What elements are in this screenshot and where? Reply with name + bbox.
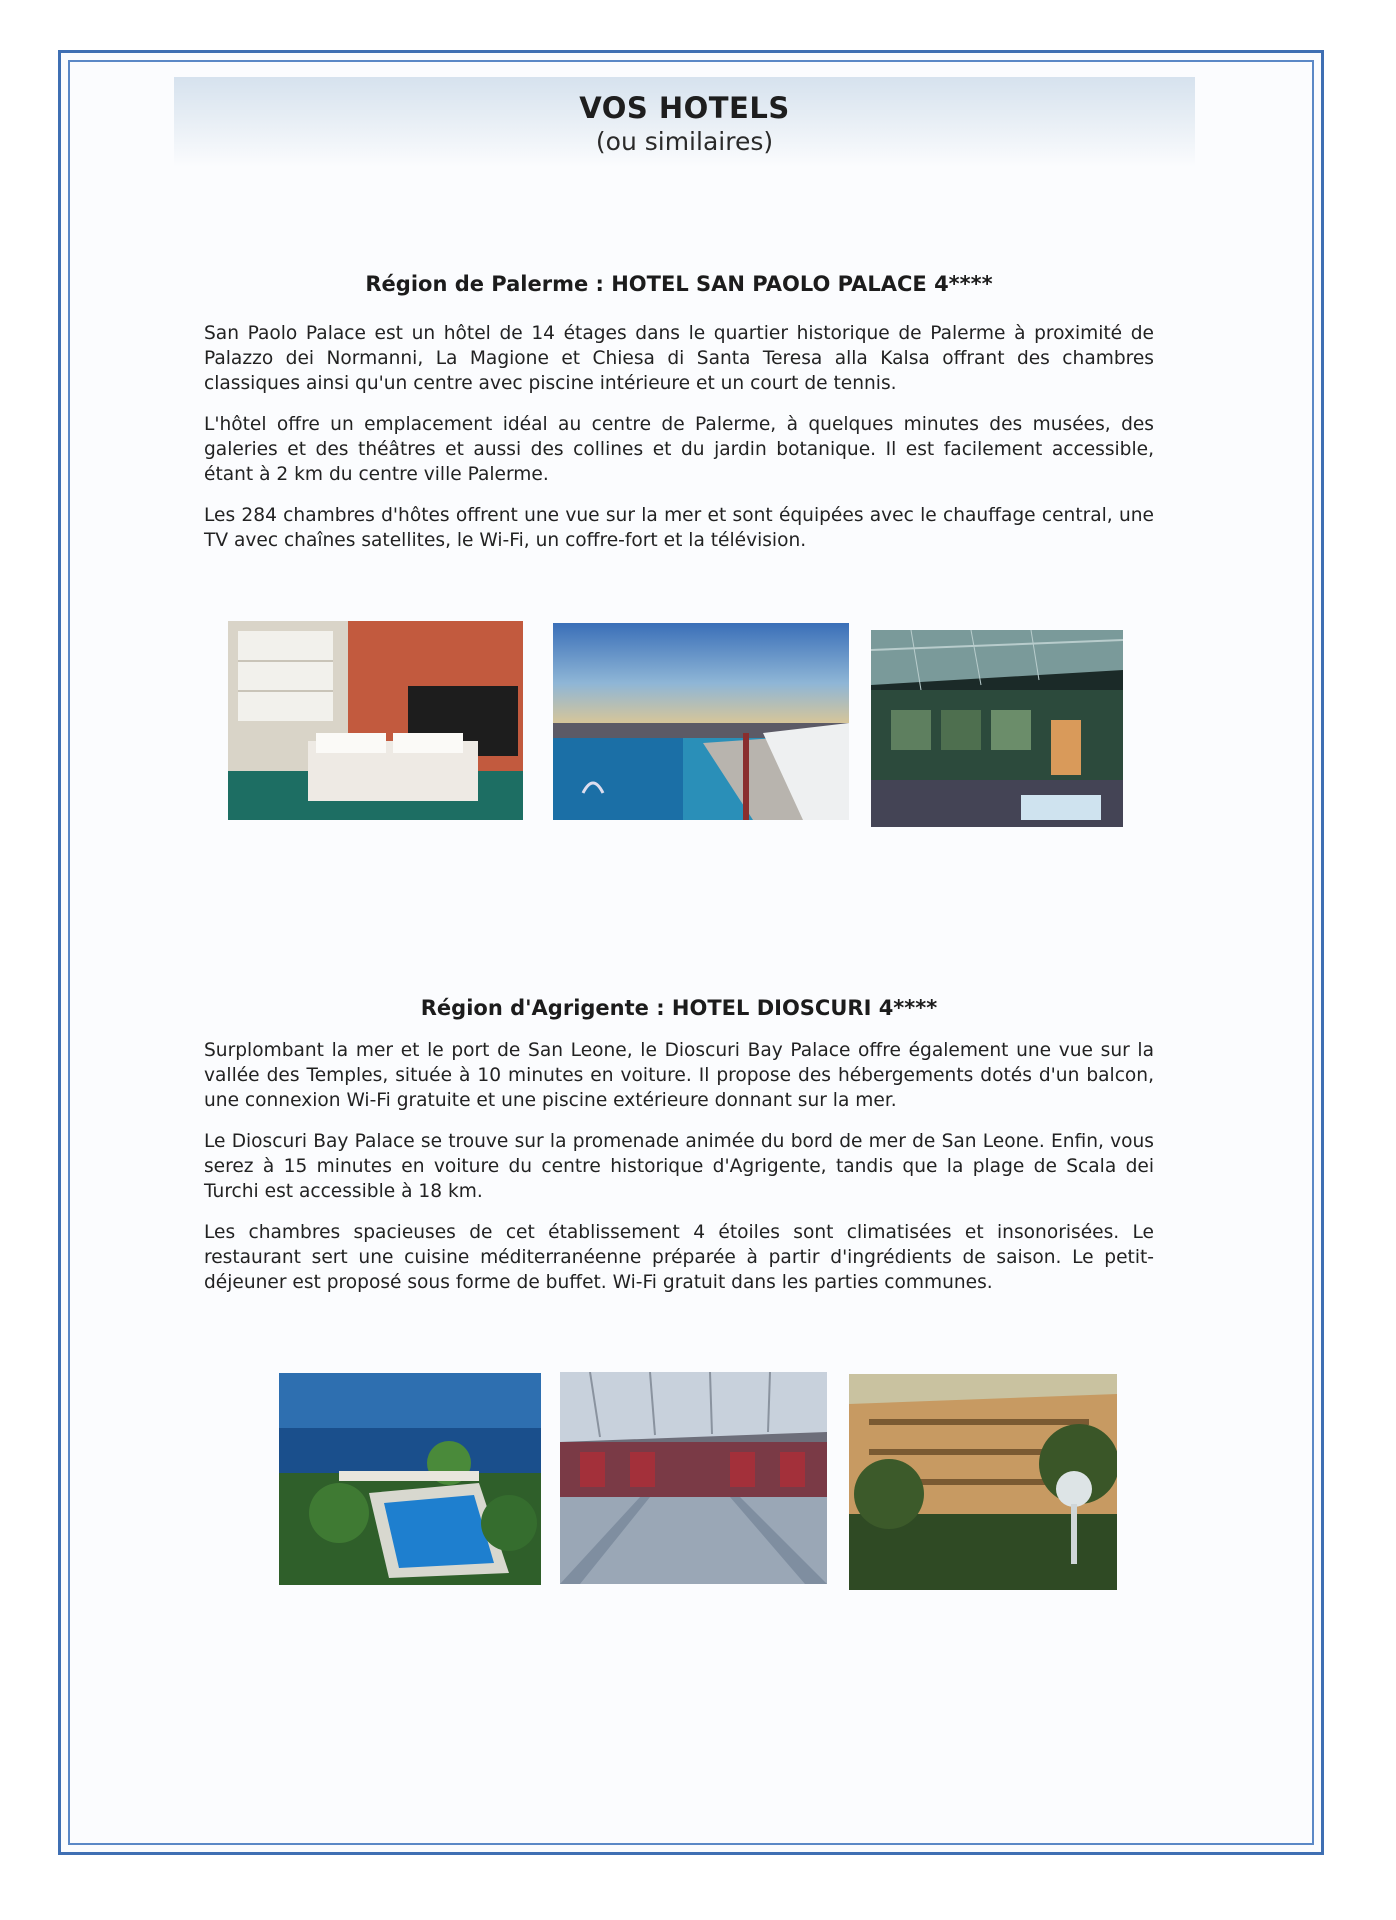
paragraph: Les 284 chambres d'hôtes offrent une vue sur la mer et sont équipées avec le chauffage central, une TV avec chaînes satellites, le Wi-Fi, un coffre-fort et la télévision. xyxy=(204,505,1154,551)
paragraph: Les chambres spacieuses de cet établissement 4 étoiles sont climatisées et insonorisées. Le restaurant sert une cuisine méditerranéenne préparée à partir d'ingrédients de saison. Le petit-déjeuner est proposé sous forme de buffet. Wi-Fi gratuit dans les parties communes. xyxy=(204,1222,1154,1293)
header-band xyxy=(174,77,1195,167)
paragraph: San Paolo Palace est un hôtel de 14 étages dans le quartier historique de Palerme à proximité de Palazzo dei Normanni, La Magione et Chiesa di Santa Teresa alla Kalsa offrant des chambres classiques ainsi qu'un centre avec piscine intérieure et un court de tennis. xyxy=(204,323,1154,394)
paragraph: Le Dioscuri Bay Palace se trouve sur la promenade animée du bord de mer de San Leone. Enfin, vous serez à 15 minutes en voiture du centre historique d'Agrigente, tandis que la plage de Scala dei Turchi est accessible à 18 km. xyxy=(204,1131,1154,1202)
page-subtitle: (ou similaires) xyxy=(595,127,774,156)
hotel-facade-photo xyxy=(849,1374,1117,1590)
page-title: VOS HOTELS xyxy=(579,91,790,125)
paragraph: Surplombant la mer et le port de San Leone, le Dioscuri Bay Palace offre également une vue sur la vallée des Temples, située à 10 minutes en voiture. Il propose des hébergements dotés d'un balcon, une connexion Wi-Fi gratuite et une piscine extérieure donnant sur la mer. xyxy=(204,1040,1154,1111)
lobby-hall-photo xyxy=(560,1372,827,1584)
section-text-palerme xyxy=(204,321,1154,569)
hotel-room-photo xyxy=(228,621,523,820)
rooftop-pool-photo xyxy=(553,623,849,820)
section-heading-palerme: Région de Palerme : HOTEL SAN PAOLO PALACE 4**** xyxy=(365,272,993,296)
seaside-pool-photo xyxy=(279,1373,541,1585)
section-heading-agrigente: Région d'Agrigente : HOTEL DIOSCURI 4**** xyxy=(420,996,938,1020)
paragraph: L'hôtel offre un emplacement idéal au centre de Palerme, à quelques minutes des musées, des galeries et des théâtres et aussi des collines et du jardin botanique. Il est facilement accessible, étant à 2 km du centre ville Palerme. xyxy=(204,414,1154,485)
section-text-agrigente xyxy=(204,1038,1154,1311)
indoor-pool-photo xyxy=(871,630,1123,827)
